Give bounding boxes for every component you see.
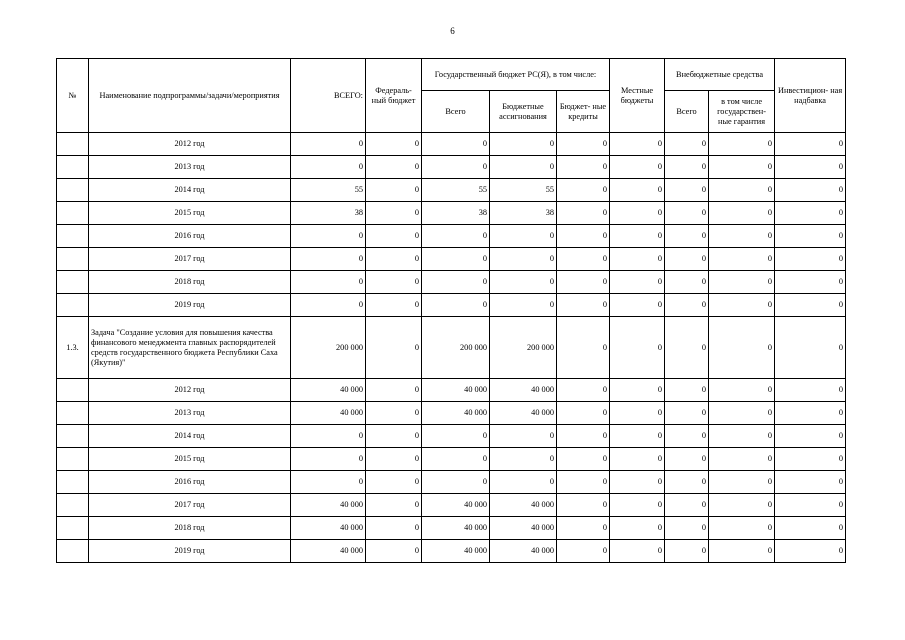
state-allocations-cell: 0 (490, 448, 557, 471)
offbudget-guarantees-cell: 0 (709, 517, 775, 540)
state-allocations-cell: 0 (490, 133, 557, 156)
state-credits-cell: 0 (557, 425, 610, 448)
offbudget-guarantees-cell: 0 (709, 494, 775, 517)
row-number-cell (57, 202, 89, 225)
local-cell: 0 (610, 179, 665, 202)
offbudget-total-cell: 0 (665, 202, 709, 225)
state-credits-cell: 0 (557, 156, 610, 179)
state-credits-cell: 0 (557, 379, 610, 402)
table-row (57, 156, 846, 179)
total-cell: 0 (291, 133, 366, 156)
offbudget-guarantees-cell: 0 (709, 317, 775, 379)
investment-cell: 0 (775, 133, 846, 156)
investment-cell: 0 (775, 248, 846, 271)
task-name-cell: Задача "Создание условия для повышения качества финансового менеджмента главных распорядителей средств государственного бюджета Республики Саха (Якутия)" (89, 317, 291, 379)
row-number-cell (57, 379, 89, 402)
state-allocations-cell: 55 (490, 179, 557, 202)
offbudget-total-cell: 0 (665, 317, 709, 379)
state-total-cell: 0 (422, 294, 490, 317)
header-offbudget-total: Всего (665, 91, 709, 133)
investment-cell: 0 (775, 448, 846, 471)
local-cell: 0 (610, 294, 665, 317)
year-cell: 2012 год (89, 133, 291, 156)
offbudget-guarantees-cell: 0 (709, 133, 775, 156)
state-credits-cell: 0 (557, 248, 610, 271)
row-number-cell: 1.3. (57, 317, 89, 379)
year-cell: 2018 год (89, 271, 291, 294)
row-number-cell (57, 225, 89, 248)
state-credits-cell: 0 (557, 402, 610, 425)
year-cell: 2013 год (89, 402, 291, 425)
table-row (57, 225, 846, 248)
row-number-cell (57, 156, 89, 179)
header-local: Местные бюджеты (610, 59, 665, 133)
offbudget-total-cell: 0 (665, 425, 709, 448)
total-cell: 0 (291, 225, 366, 248)
state-credits-cell: 0 (557, 271, 610, 294)
table-row (57, 202, 846, 225)
investment-cell: 0 (775, 294, 846, 317)
table-row (57, 425, 846, 448)
table-row (57, 517, 846, 540)
offbudget-total-cell: 0 (665, 225, 709, 248)
year-cell: 2018 год (89, 517, 291, 540)
table-row (57, 294, 846, 317)
state-total-cell: 0 (422, 225, 490, 248)
federal-cell: 0 (366, 248, 422, 271)
header-number: № (57, 59, 89, 133)
row-number-cell (57, 402, 89, 425)
row-number-cell (57, 540, 89, 563)
investment-cell: 0 (775, 517, 846, 540)
header-state-credits: Бюджет- ные кредиты (557, 91, 610, 133)
state-credits-cell: 0 (557, 202, 610, 225)
investment-cell: 0 (775, 156, 846, 179)
state-allocations-cell: 40 000 (490, 517, 557, 540)
federal-cell: 0 (366, 156, 422, 179)
row-number-cell (57, 448, 89, 471)
offbudget-total-cell: 0 (665, 294, 709, 317)
state-credits-cell: 0 (557, 494, 610, 517)
offbudget-total-cell: 0 (665, 471, 709, 494)
state-credits-cell: 0 (557, 179, 610, 202)
total-cell: 38 (291, 202, 366, 225)
task-row (57, 317, 846, 379)
state-allocations-cell: 40 000 (490, 402, 557, 425)
total-cell: 0 (291, 271, 366, 294)
local-cell: 0 (610, 448, 665, 471)
offbudget-guarantees-cell: 0 (709, 271, 775, 294)
year-cell: 2015 год (89, 448, 291, 471)
local-cell: 0 (610, 402, 665, 425)
federal-cell: 0 (366, 517, 422, 540)
federal-cell: 0 (366, 379, 422, 402)
investment-cell: 0 (775, 179, 846, 202)
row-number-cell (57, 425, 89, 448)
investment-cell: 0 (775, 202, 846, 225)
page-number: 6 (450, 26, 455, 36)
investment-cell: 0 (775, 379, 846, 402)
offbudget-total-cell: 0 (665, 517, 709, 540)
year-cell: 2016 год (89, 225, 291, 248)
offbudget-total-cell: 0 (665, 402, 709, 425)
offbudget-total-cell: 0 (665, 448, 709, 471)
federal-cell: 0 (366, 540, 422, 563)
state-allocations-cell: 0 (490, 271, 557, 294)
row-number-cell (57, 294, 89, 317)
table-row (57, 471, 846, 494)
state-total-cell: 0 (422, 471, 490, 494)
header-offbudget-guarantees: в том числе государствен- ные гарантия (709, 91, 775, 133)
local-cell: 0 (610, 317, 665, 379)
state-allocations-cell: 200 000 (490, 317, 557, 379)
offbudget-total-cell: 0 (665, 540, 709, 563)
investment-cell: 0 (775, 225, 846, 248)
local-cell: 0 (610, 225, 665, 248)
row-number-cell (57, 133, 89, 156)
year-cell: 2016 год (89, 471, 291, 494)
offbudget-total-cell: 0 (665, 248, 709, 271)
header-investment: Инвестицион- ная надбавка (775, 59, 846, 133)
state-total-cell: 0 (422, 448, 490, 471)
state-credits-cell: 0 (557, 448, 610, 471)
state-total-cell: 200 000 (422, 317, 490, 379)
federal-cell: 0 (366, 425, 422, 448)
total-cell: 0 (291, 248, 366, 271)
table-row (57, 271, 846, 294)
total-cell: 55 (291, 179, 366, 202)
row-number-cell (57, 179, 89, 202)
state-total-cell: 0 (422, 156, 490, 179)
budget-table (56, 58, 846, 563)
investment-cell: 0 (775, 271, 846, 294)
state-allocations-cell: 0 (490, 156, 557, 179)
investment-cell: 0 (775, 494, 846, 517)
state-allocations-cell: 0 (490, 248, 557, 271)
local-cell: 0 (610, 425, 665, 448)
state-credits-cell: 0 (557, 517, 610, 540)
row-number-cell (57, 271, 89, 294)
state-total-cell: 40 000 (422, 540, 490, 563)
table-row (57, 248, 846, 271)
federal-cell: 0 (366, 471, 422, 494)
state-total-cell: 40 000 (422, 517, 490, 540)
offbudget-total-cell: 0 (665, 133, 709, 156)
state-allocations-cell: 38 (490, 202, 557, 225)
state-allocations-cell: 40 000 (490, 494, 557, 517)
year-cell: 2015 год (89, 202, 291, 225)
table-row (57, 379, 846, 402)
investment-cell: 0 (775, 425, 846, 448)
local-cell: 0 (610, 202, 665, 225)
state-allocations-cell: 40 000 (490, 540, 557, 563)
header-total: ВСЕГО: (291, 59, 366, 133)
row-number-cell (57, 248, 89, 271)
local-cell: 0 (610, 379, 665, 402)
state-credits-cell: 0 (557, 317, 610, 379)
local-cell: 0 (610, 517, 665, 540)
header-state-budget-allocations: Бюджетные ассигнования (490, 91, 557, 133)
year-cell: 2013 год (89, 156, 291, 179)
local-cell: 0 (610, 540, 665, 563)
table-header (57, 59, 846, 133)
offbudget-guarantees-cell: 0 (709, 294, 775, 317)
row-number-cell (57, 494, 89, 517)
offbudget-guarantees-cell: 0 (709, 179, 775, 202)
offbudget-total-cell: 0 (665, 179, 709, 202)
table-body (57, 133, 846, 563)
year-cell: 2019 год (89, 294, 291, 317)
header-state-budget-group: Государственный бюджет РС(Я), в том числе: (422, 59, 610, 91)
total-cell: 200 000 (291, 317, 366, 379)
year-cell: 2012 год (89, 379, 291, 402)
federal-cell: 0 (366, 317, 422, 379)
state-credits-cell: 0 (557, 471, 610, 494)
local-cell: 0 (610, 133, 665, 156)
local-cell: 0 (610, 156, 665, 179)
state-credits-cell: 0 (557, 540, 610, 563)
state-allocations-cell: 0 (490, 294, 557, 317)
local-cell: 0 (610, 271, 665, 294)
table-row (57, 133, 846, 156)
federal-cell: 0 (366, 494, 422, 517)
total-cell: 0 (291, 294, 366, 317)
table-row (57, 540, 846, 563)
state-allocations-cell: 0 (490, 425, 557, 448)
federal-cell: 0 (366, 133, 422, 156)
federal-cell: 0 (366, 448, 422, 471)
offbudget-guarantees-cell: 0 (709, 379, 775, 402)
federal-cell: 0 (366, 225, 422, 248)
year-cell: 2014 год (89, 179, 291, 202)
offbudget-guarantees-cell: 0 (709, 402, 775, 425)
federal-cell: 0 (366, 202, 422, 225)
total-cell: 40 000 (291, 517, 366, 540)
offbudget-guarantees-cell: 0 (709, 448, 775, 471)
federal-cell: 0 (366, 402, 422, 425)
state-credits-cell: 0 (557, 133, 610, 156)
total-cell: 40 000 (291, 379, 366, 402)
state-allocations-cell: 0 (490, 225, 557, 248)
state-allocations-cell: 0 (490, 471, 557, 494)
total-cell: 0 (291, 471, 366, 494)
state-total-cell: 0 (422, 425, 490, 448)
state-total-cell: 0 (422, 248, 490, 271)
state-credits-cell: 0 (557, 225, 610, 248)
local-cell: 0 (610, 471, 665, 494)
state-total-cell: 40 000 (422, 379, 490, 402)
year-cell: 2019 год (89, 540, 291, 563)
header-offbudget-group: Внебюджетные средства (665, 59, 775, 91)
investment-cell: 0 (775, 471, 846, 494)
investment-cell: 0 (775, 317, 846, 379)
state-total-cell: 38 (422, 202, 490, 225)
state-total-cell: 0 (422, 133, 490, 156)
offbudget-total-cell: 0 (665, 379, 709, 402)
table-row (57, 494, 846, 517)
state-total-cell: 40 000 (422, 494, 490, 517)
table-row (57, 402, 846, 425)
offbudget-guarantees-cell: 0 (709, 202, 775, 225)
local-cell: 0 (610, 248, 665, 271)
offbudget-guarantees-cell: 0 (709, 156, 775, 179)
year-cell: 2017 год (89, 494, 291, 517)
row-number-cell (57, 471, 89, 494)
total-cell: 40 000 (291, 402, 366, 425)
federal-cell: 0 (366, 294, 422, 317)
table-row (57, 448, 846, 471)
year-cell: 2017 год (89, 248, 291, 271)
total-cell: 0 (291, 425, 366, 448)
total-cell: 40 000 (291, 540, 366, 563)
total-cell: 0 (291, 448, 366, 471)
offbudget-guarantees-cell: 0 (709, 540, 775, 563)
federal-cell: 0 (366, 179, 422, 202)
state-total-cell: 55 (422, 179, 490, 202)
state-allocations-cell: 40 000 (490, 379, 557, 402)
investment-cell: 0 (775, 540, 846, 563)
header-federal: Федераль- ный бюджет (366, 59, 422, 133)
offbudget-total-cell: 0 (665, 494, 709, 517)
state-credits-cell: 0 (557, 294, 610, 317)
table-row (57, 179, 846, 202)
total-cell: 40 000 (291, 494, 366, 517)
investment-cell: 0 (775, 402, 846, 425)
year-cell: 2014 год (89, 425, 291, 448)
offbudget-guarantees-cell: 0 (709, 225, 775, 248)
offbudget-total-cell: 0 (665, 271, 709, 294)
total-cell: 0 (291, 156, 366, 179)
header-state-total: Всего (422, 91, 490, 133)
offbudget-guarantees-cell: 0 (709, 425, 775, 448)
header-name: Наименование подпрограммы/задачи/мероприятия (89, 59, 291, 133)
offbudget-guarantees-cell: 0 (709, 248, 775, 271)
row-number-cell (57, 517, 89, 540)
state-total-cell: 0 (422, 271, 490, 294)
state-total-cell: 40 000 (422, 402, 490, 425)
offbudget-guarantees-cell: 0 (709, 471, 775, 494)
offbudget-total-cell: 0 (665, 156, 709, 179)
federal-cell: 0 (366, 271, 422, 294)
local-cell: 0 (610, 494, 665, 517)
